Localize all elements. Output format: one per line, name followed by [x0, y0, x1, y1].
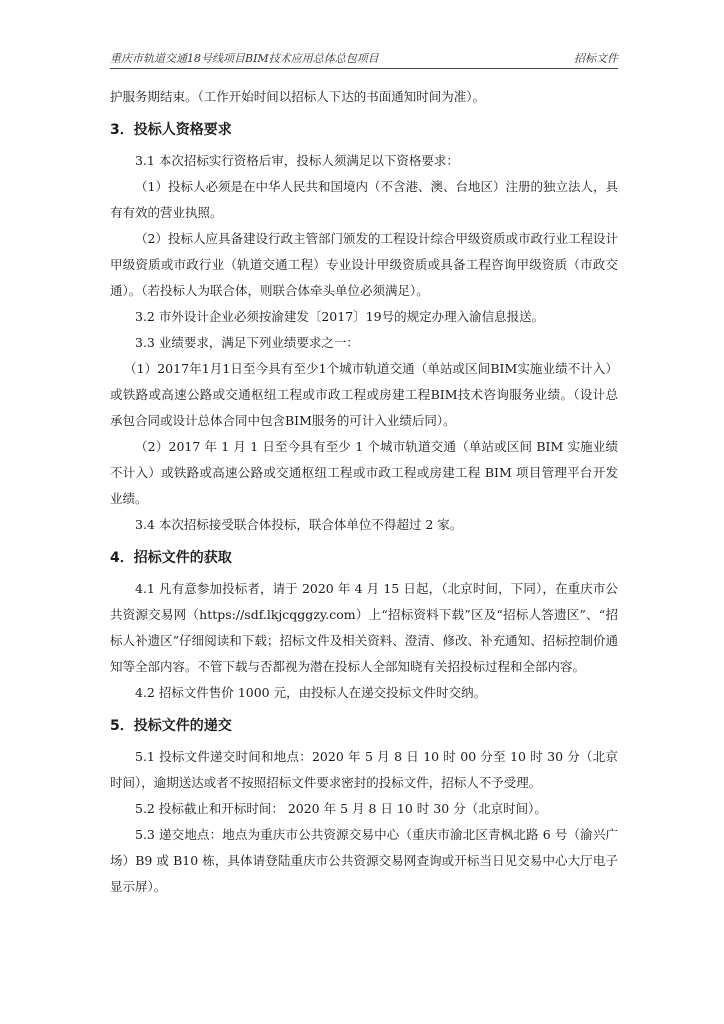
clause-3-3-item-2: （2）2017 年 1 月 1 日至今具有至少 1 个城市轨道交通（单站或区间 BIM 实施业绩不计入）或铁路或高速公路或交通枢纽工程或市政工程或房建工程 BIM 项目管理平台开发业绩。 — [110, 439, 618, 506]
header-project-title: 重庆市轨道交通18号线项目BIM技术应用总体总包项目 — [110, 52, 379, 65]
section-heading-5: 5．投标文件的递交 — [110, 718, 232, 734]
clause-3-2: 3.2 市外设计企业必须按渝建发〔2017〕19号的规定办理入渝信息报送。 — [135, 309, 545, 324]
clause-3-1: 3.1 本次招标实行资格后审，投标人须满足以下资格要求： — [135, 153, 459, 168]
clause-4-1: 4.1 凡有意参加投标者，请于 2020 年 4 月 15 日起，（北京时间，下同），在重庆市公共资源交易网（https://sdf.lkjcqggzy.com）上“招标资料下载”区及“招标人答遗区”、“招标人补遗区”仔细阅读和下载；招标文件及相关资料、澄清、修改、补充通知、招标控制价通知等全部内容。不管下载与否都视为潜在投标人全部知晓有关招投标过程和全部内容。 — [110, 581, 618, 674]
clause-3-1-item-1: （1）投标人必须是在中华人民共和国境内（不含港、澳、台地区）注册的独立法人，具有有效的营业执照。 — [110, 179, 618, 220]
clause-3-3-item-1: （1）2017年1月1日至今具有至少1个城市轨道交通（单站或区间BIM实施业绩不计入）或铁路或高速公路或交通枢纽工程或市政工程或房建工程BIM技术咨询服务业绩。（设计总承包合同或设计总体合同中包含BIM服务的可计入业绩后同）。 — [110, 361, 618, 428]
header-doc-type: 招标文件 — [574, 52, 618, 65]
clause-3-4: 3.4 本次招标接受联合体投标，联合体单位不得超过 2 家。 — [135, 517, 463, 532]
document-body — [110, 84, 618, 900]
clause-3-1-item-2: （2）投标人应具备建设行政主管部门颁发的工程设计综合甲级资质或市政行业工程设计甲级资质或市政行业（轨道交通工程）专业设计甲级资质或具备工程咨询甲级资质（市政交通）。（若投标人为联合体，则联合体牵头单位必须满足）。 — [110, 231, 618, 298]
section-heading-4: 4．招标文件的获取 — [110, 550, 232, 566]
clause-5-2: 5.2 投标截止和开标时间： 2020 年 5 月 8 日 10 时 30 分（北京时间）。 — [135, 801, 547, 816]
clause-5-3: 5.3 递交地点：地点为重庆市公共资源交易中心（重庆市渝北区青枫北路 6 号（渝兴广场）B9 或 B10 栋，具体请登陆重庆市公共资源交易网查询或开标当日见交易中心大厅电子显示屏）。 — [110, 827, 618, 894]
paragraph-continuation: 护服务期结束。（工作开始时间以招标人下达的书面通知时间为准）。 — [110, 89, 486, 104]
section-heading-3: 3．投标人资格要求 — [110, 122, 232, 138]
clause-5-1: 5.1 投标文件递交时间和地点：2020 年 5 月 8 日 10 时 00 分至 10 时 30 分（北京时间），逾期送达或者不按照招标文件要求密封的投标文件，招标人不予受理。 — [110, 749, 618, 790]
clause-3-3: 3.3 业绩要求，满足下列业绩要求之一： — [135, 335, 359, 350]
page-header — [110, 48, 618, 69]
clause-4-2: 4.2 招标文件售价 1000 元，由投标人在递交投标文件时交纳。 — [135, 685, 487, 700]
